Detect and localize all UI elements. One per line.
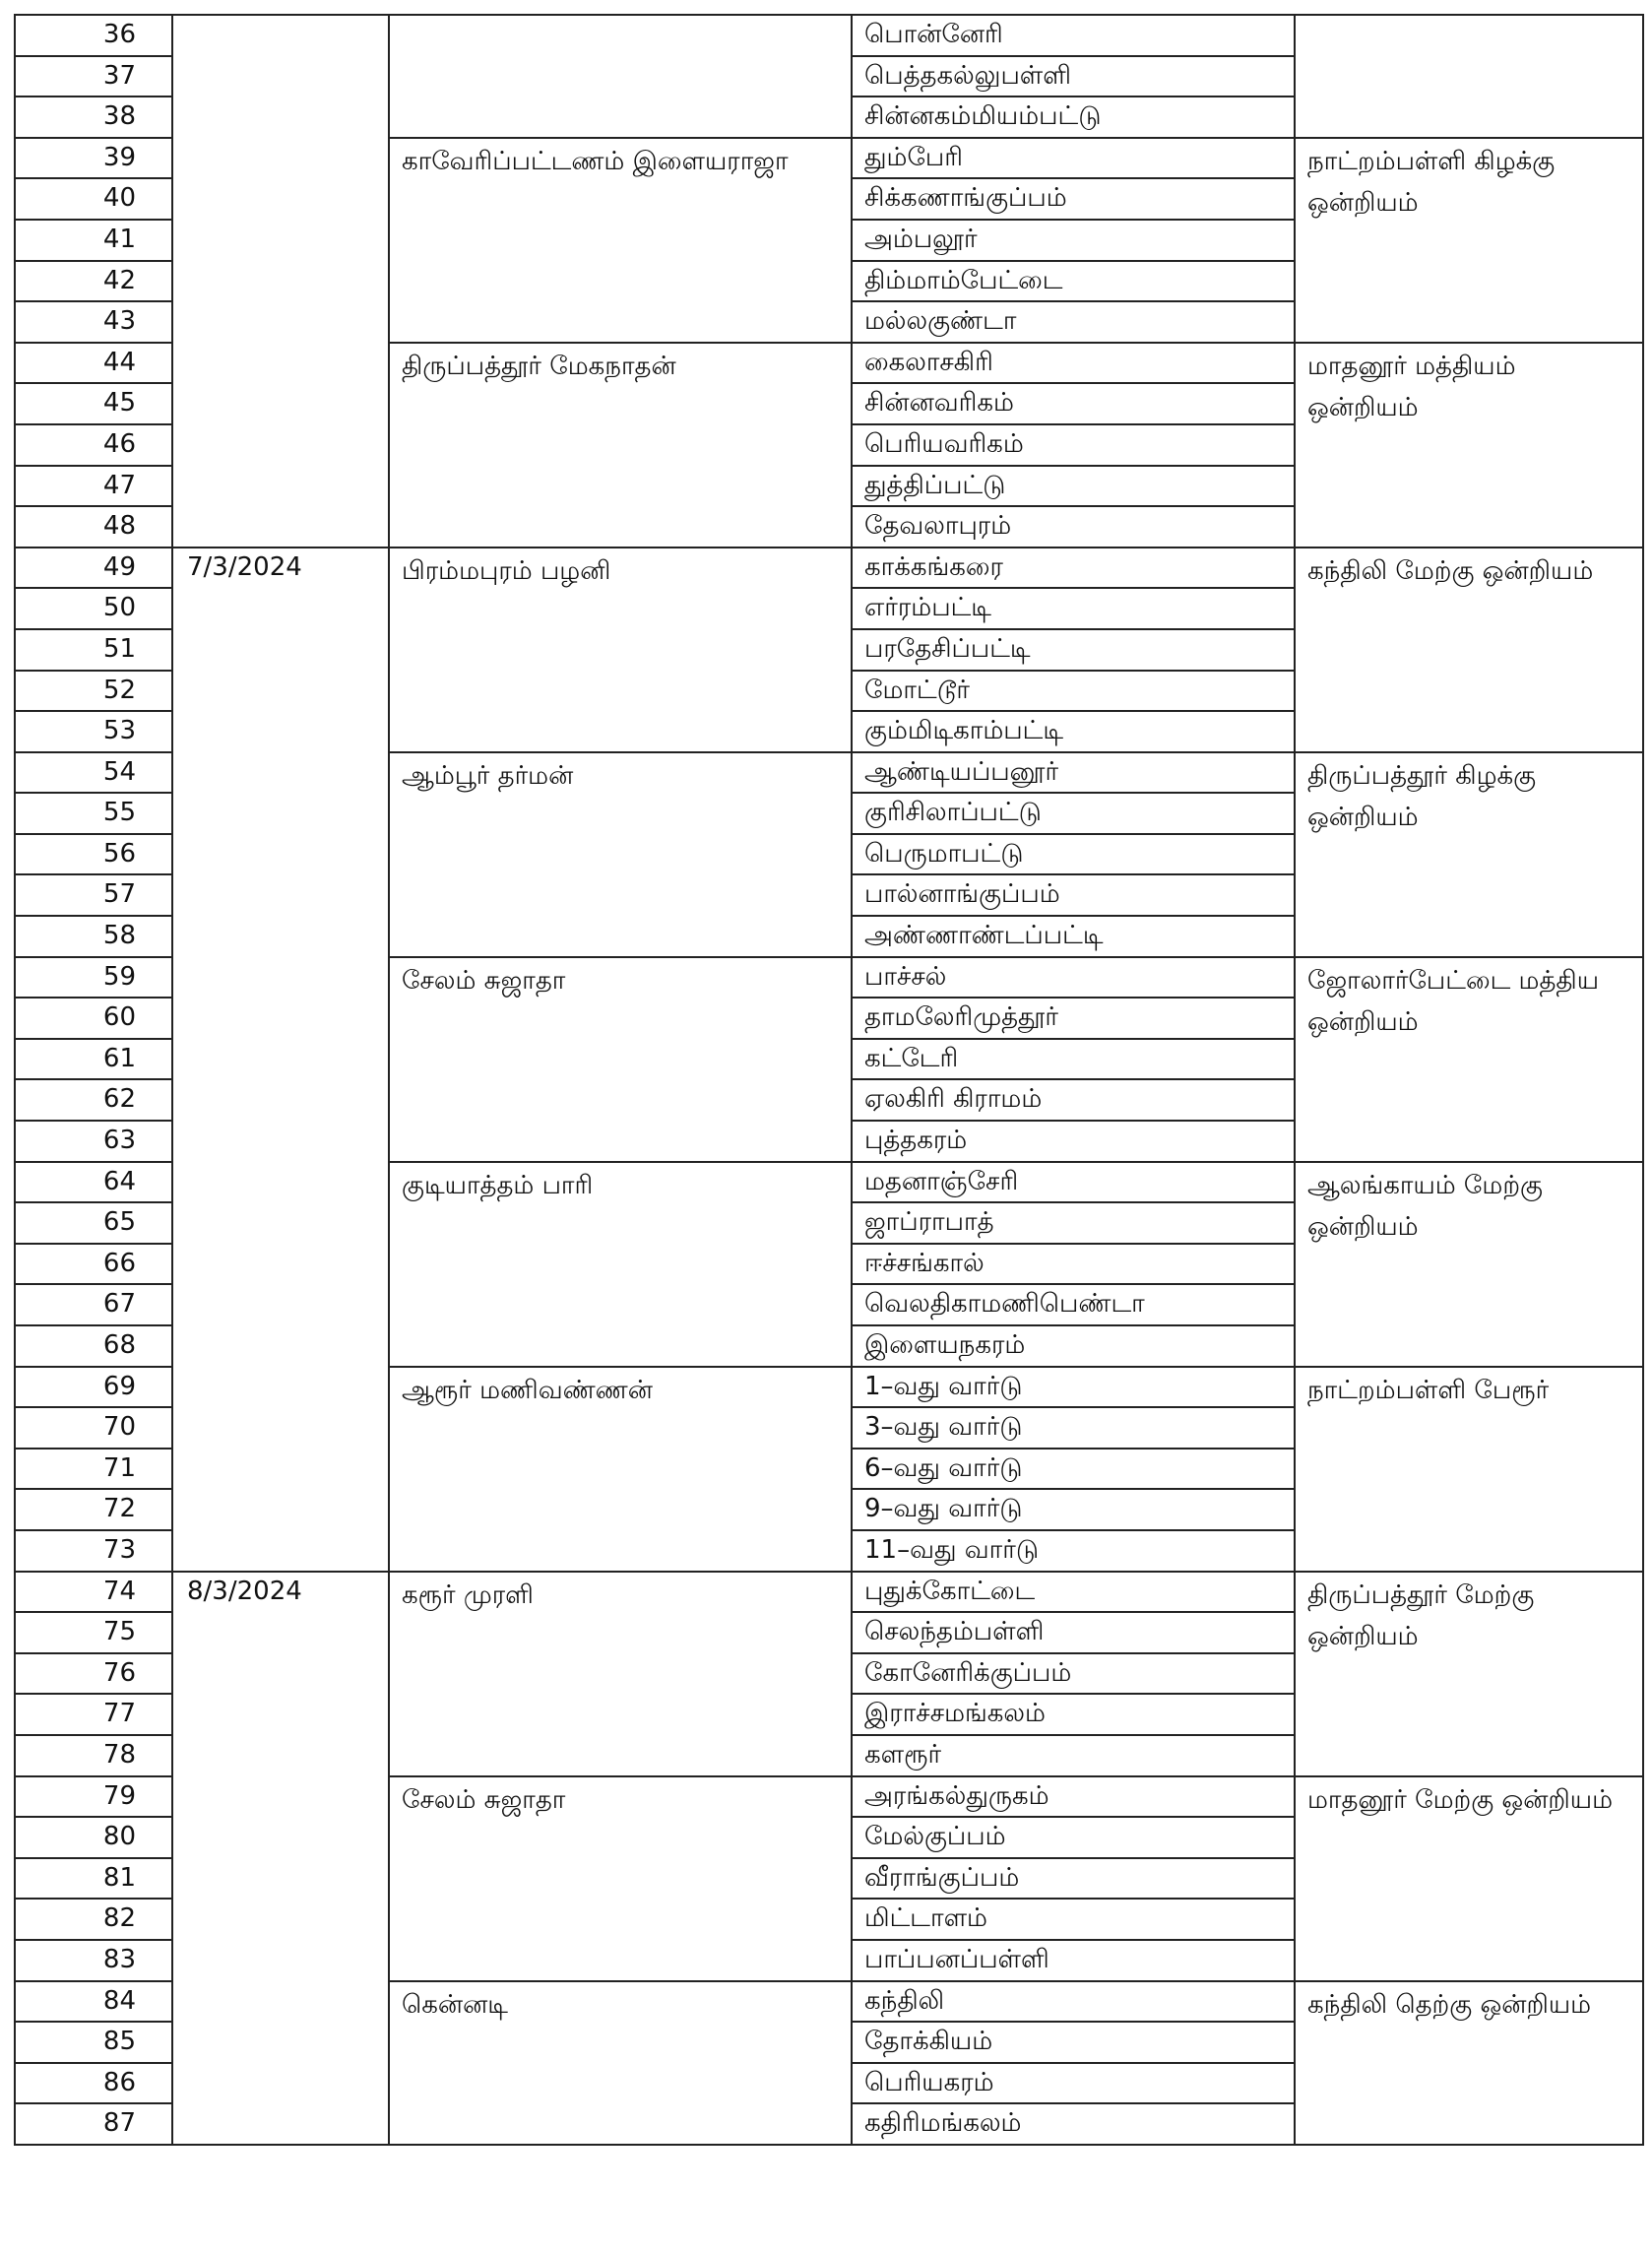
union-cell: கந்திலி மேற்கு ஒன்றியம்	[1295, 548, 1643, 752]
serial-number: 82	[15, 1899, 172, 1940]
village-cell: அண்ணாண்டப்பட்டி	[852, 916, 1295, 957]
village-cell: அம்பலூர்	[852, 220, 1295, 261]
serial-number: 72	[15, 1489, 172, 1530]
village-cell: குரிசிலாப்பட்டு	[852, 793, 1295, 834]
schedule-table	[14, 14, 1644, 2146]
village-cell: தும்பேரி	[852, 138, 1295, 179]
village-cell: பெரியகரம்	[852, 2063, 1295, 2104]
officer-cell: ஆரூர் மணிவண்ணன்	[389, 1367, 852, 1572]
date-cell: 8/3/2024	[172, 1572, 389, 2145]
village-cell: மோட்டூர்	[852, 671, 1295, 712]
village-cell: புதுக்கோட்டை	[852, 1572, 1295, 1613]
village-cell: ஏலகிரி கிராமம்	[852, 1079, 1295, 1121]
village-cell: பெருமாபட்டு	[852, 834, 1295, 875]
village-cell: பரதேசிப்பட்டி	[852, 629, 1295, 671]
schedule-table-body	[15, 15, 1643, 2145]
serial-number: 38	[15, 97, 172, 138]
village-cell: பாப்பனப்பள்ளி	[852, 1940, 1295, 1981]
village-cell: தாமலேரிமுத்தூர்	[852, 998, 1295, 1039]
officer-cell: கரூர் முரளி	[389, 1572, 852, 1776]
serial-number: 86	[15, 2063, 172, 2104]
village-cell: 1–வது வார்டு	[852, 1367, 1295, 1408]
village-cell: எர்ரம்பட்டி	[852, 588, 1295, 629]
serial-number: 53	[15, 711, 172, 752]
village-cell: கட்டேரி	[852, 1039, 1295, 1080]
serial-number: 54	[15, 752, 172, 794]
village-cell: சின்னகம்மியம்பட்டு	[852, 97, 1295, 138]
serial-number: 41	[15, 220, 172, 261]
village-cell: இளையநகரம்	[852, 1325, 1295, 1367]
village-cell: அரங்கல்துருகம்	[852, 1776, 1295, 1818]
date-cell: 7/3/2024	[172, 548, 389, 1572]
serial-number: 52	[15, 671, 172, 712]
serial-number: 45	[15, 383, 172, 424]
village-cell: 11–வது வார்டு	[852, 1530, 1295, 1572]
village-cell: வீராங்குப்பம்	[852, 1858, 1295, 1900]
serial-number: 81	[15, 1858, 172, 1900]
village-cell: புத்தகரம்	[852, 1121, 1295, 1162]
union-cell: ஆலங்காயம் மேற்கு ஒன்றியம்	[1295, 1162, 1643, 1367]
serial-number: 83	[15, 1940, 172, 1981]
union-cell: திருப்பத்தூர் கிழக்கு ஒன்றியம்	[1295, 752, 1643, 957]
village-cell: கும்மிடிகாம்பட்டி	[852, 711, 1295, 752]
union-cell: மாதனூர் மேற்கு ஒன்றியம்	[1295, 1776, 1643, 1981]
village-cell: மதனாஞ்சேரி	[852, 1162, 1295, 1203]
serial-number: 47	[15, 466, 172, 507]
village-cell: 9–வது வார்டு	[852, 1489, 1295, 1530]
village-cell: 6–வது வார்டு	[852, 1449, 1295, 1490]
serial-number: 69	[15, 1367, 172, 1408]
serial-number: 63	[15, 1121, 172, 1162]
serial-number: 56	[15, 834, 172, 875]
serial-number: 40	[15, 178, 172, 220]
serial-number: 71	[15, 1449, 172, 1490]
serial-number: 62	[15, 1079, 172, 1121]
village-cell: வெலதிகாமணிபெண்டா	[852, 1284, 1295, 1325]
officer-cell: காவேரிப்பட்டணம் இளையராஜா	[389, 138, 852, 343]
union-cell: கந்திலி தெற்கு ஒன்றியம்	[1295, 1981, 1643, 2145]
serial-number: 42	[15, 261, 172, 302]
serial-number: 50	[15, 588, 172, 629]
serial-number: 64	[15, 1162, 172, 1203]
table-row	[15, 1572, 1643, 1613]
serial-number: 79	[15, 1776, 172, 1818]
village-cell: கந்திலி	[852, 1981, 1295, 2023]
serial-number: 65	[15, 1202, 172, 1244]
union-cell: நாட்றம்பள்ளி பேரூர்	[1295, 1367, 1643, 1572]
village-cell: பாச்சல்	[852, 957, 1295, 999]
serial-number: 39	[15, 138, 172, 179]
village-cell: பொன்னேரி	[852, 15, 1295, 56]
serial-number: 37	[15, 56, 172, 97]
table-row	[15, 548, 1643, 589]
serial-number: 49	[15, 548, 172, 589]
village-cell: களரூர்	[852, 1735, 1295, 1776]
union-cell: திருப்பத்தூர் மேற்கு ஒன்றியம்	[1295, 1572, 1643, 1776]
serial-number: 43	[15, 301, 172, 343]
officer-cell: பிரம்மபுரம் பழனி	[389, 548, 852, 752]
serial-number: 36	[15, 15, 172, 56]
village-cell: திம்மாம்பேட்டை	[852, 261, 1295, 302]
union-cell: நாட்றம்பள்ளி கிழக்கு ஒன்றியம்	[1295, 138, 1643, 343]
serial-number: 75	[15, 1612, 172, 1653]
serial-number: 85	[15, 2022, 172, 2063]
serial-number: 76	[15, 1653, 172, 1695]
village-cell: பால்னாங்குப்பம்	[852, 874, 1295, 916]
officer-cell: குடியாத்தம் பாரி	[389, 1162, 852, 1367]
serial-number: 77	[15, 1694, 172, 1735]
village-cell: சிக்கணாங்குப்பம்	[852, 178, 1295, 220]
village-cell: மேல்குப்பம்	[852, 1817, 1295, 1858]
date-cell	[172, 15, 389, 548]
village-cell: சின்னவரிகம்	[852, 383, 1295, 424]
village-cell: இராச்சமங்கலம்	[852, 1694, 1295, 1735]
village-cell: ஜாப்ராபாத்	[852, 1202, 1295, 1244]
village-cell: மிட்டாளம்	[852, 1899, 1295, 1940]
officer-cell: சேலம் சுஜாதா	[389, 957, 852, 1162]
village-cell: பெத்தகல்லுபள்ளி	[852, 56, 1295, 97]
village-cell: ஈச்சங்கால்	[852, 1244, 1295, 1285]
village-cell: கதிரிமங்கலம்	[852, 2103, 1295, 2145]
union-cell: மாதனூர் மத்தியம் ஒன்றியம்	[1295, 343, 1643, 548]
village-cell: துத்திப்பட்டு	[852, 466, 1295, 507]
serial-number: 67	[15, 1284, 172, 1325]
serial-number: 51	[15, 629, 172, 671]
serial-number: 68	[15, 1325, 172, 1367]
village-cell: ஆண்டியப்பனூர்	[852, 752, 1295, 794]
village-cell: காக்கங்கரை	[852, 548, 1295, 589]
serial-number: 61	[15, 1039, 172, 1080]
serial-number: 48	[15, 506, 172, 548]
serial-number: 74	[15, 1572, 172, 1613]
village-cell: கைலாசகிரி	[852, 343, 1295, 384]
serial-number: 70	[15, 1407, 172, 1449]
officer-cell: திருப்பத்தூர் மேகநாதன்	[389, 343, 852, 548]
village-cell: 3–வது வார்டு	[852, 1407, 1295, 1449]
table-row	[15, 15, 1643, 56]
serial-number: 55	[15, 793, 172, 834]
serial-number: 59	[15, 957, 172, 999]
officer-cell	[389, 15, 852, 138]
village-cell: தோக்கியம்	[852, 2022, 1295, 2063]
serial-number: 46	[15, 424, 172, 466]
village-cell: கோனேரிக்குப்பம்	[852, 1653, 1295, 1695]
village-cell: செலந்தம்பள்ளி	[852, 1612, 1295, 1653]
officer-cell: ஆம்பூர் தர்மன்	[389, 752, 852, 957]
serial-number: 73	[15, 1530, 172, 1572]
serial-number: 66	[15, 1244, 172, 1285]
serial-number: 60	[15, 998, 172, 1039]
union-cell	[1295, 15, 1643, 138]
officer-cell: கென்னடி	[389, 1981, 852, 2145]
serial-number: 44	[15, 343, 172, 384]
serial-number: 78	[15, 1735, 172, 1776]
officer-cell: சேலம் சுஜாதா	[389, 1776, 852, 1981]
village-cell: மல்லகுண்டா	[852, 301, 1295, 343]
serial-number: 58	[15, 916, 172, 957]
union-cell: ஜோலார்பேட்டை மத்திய ஒன்றியம்	[1295, 957, 1643, 1162]
village-cell: தேவலாபுரம்	[852, 506, 1295, 548]
serial-number: 57	[15, 874, 172, 916]
schedule-document	[14, 14, 1642, 2241]
serial-number: 84	[15, 1981, 172, 2023]
serial-number: 80	[15, 1817, 172, 1858]
serial-number: 87	[15, 2103, 172, 2145]
village-cell: பெரியவரிகம்	[852, 424, 1295, 466]
